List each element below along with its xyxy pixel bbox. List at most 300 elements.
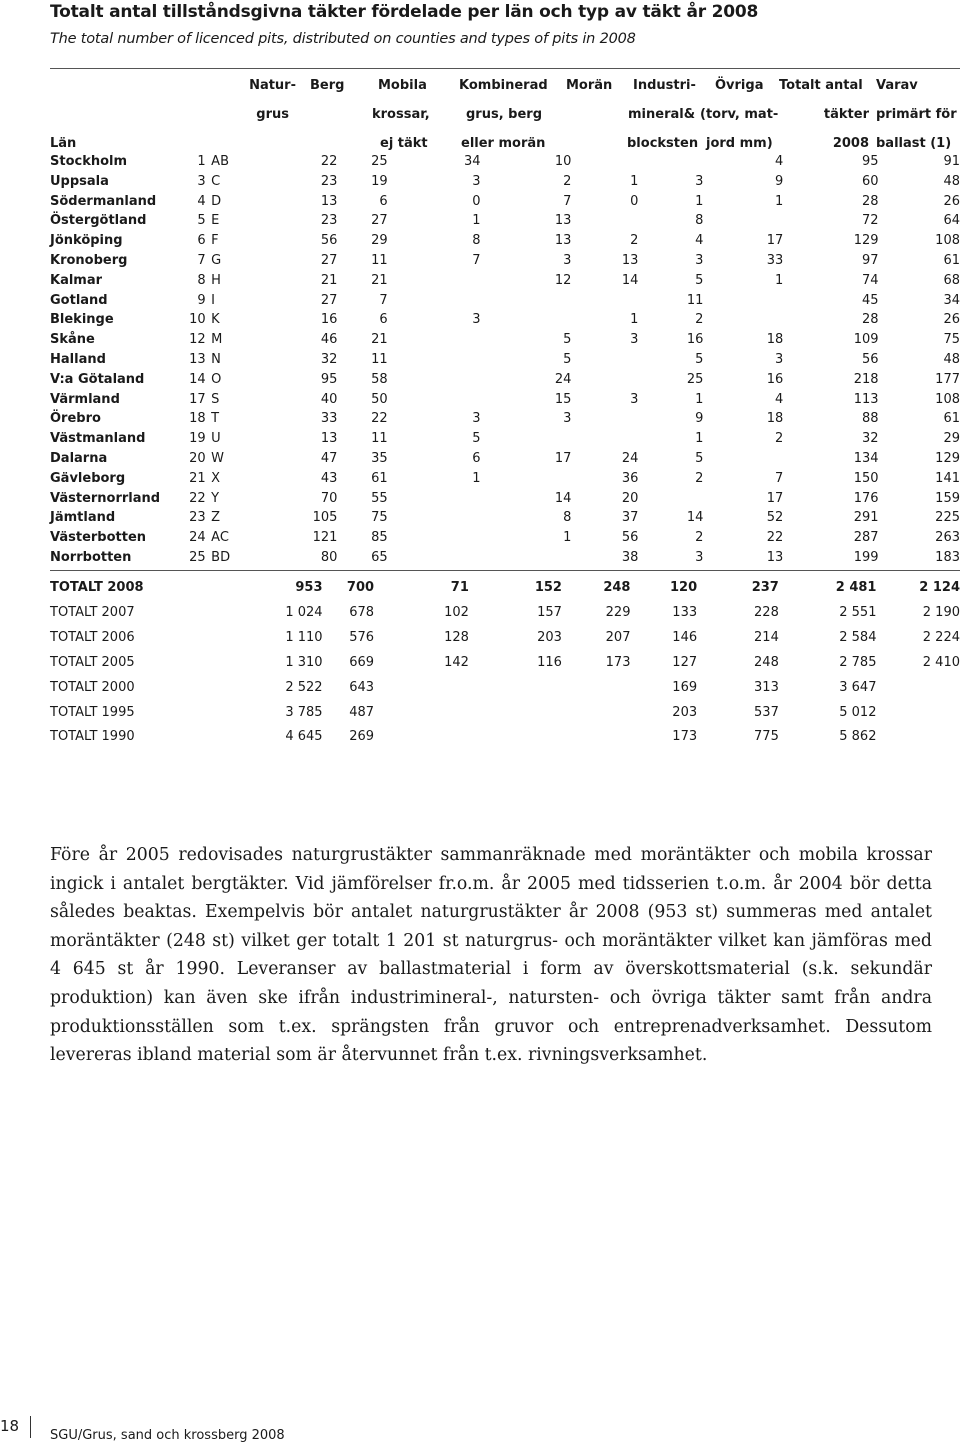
table-cell: 47	[320, 450, 338, 466]
totals-row	[50, 701, 960, 726]
table-cell: 248	[603, 580, 631, 595]
table-cell: 105	[312, 510, 338, 526]
header-mobila-3: ej täkt	[380, 136, 428, 151]
totals-row	[50, 676, 960, 701]
table-cell: 21	[371, 272, 388, 288]
county-letter: Y	[211, 490, 220, 506]
table-cell: 214	[754, 629, 779, 645]
table-cell	[481, 469, 572, 489]
table-cell: 102	[444, 604, 469, 620]
county-name: Östergötland	[50, 213, 147, 229]
table-cell: 1 110	[285, 629, 323, 645]
table-cell: 8	[695, 213, 704, 229]
table-cell: 7	[563, 193, 572, 209]
table-cell	[571, 429, 638, 449]
table-cell: 4 645	[285, 729, 323, 745]
county-number: 23	[189, 510, 206, 526]
table-cell: 775	[754, 729, 779, 745]
table-cell: 5	[695, 450, 704, 466]
county-number: 10	[189, 312, 206, 328]
table-cell: 173	[605, 654, 631, 670]
table-cell: 134	[853, 450, 879, 466]
table-cell: 487	[349, 704, 375, 720]
table-cell: 177	[935, 371, 960, 387]
table-cell: 95	[320, 371, 338, 387]
table-cell: 5	[695, 351, 704, 367]
totals-label: TOTALT 2006	[50, 629, 135, 645]
table-cell: 48	[943, 173, 960, 189]
table-cell: 11	[686, 292, 704, 308]
county-name: Dalarna	[50, 450, 108, 466]
table-cell: 21	[371, 332, 388, 348]
header-komb-3: eller morän	[461, 136, 546, 151]
table-cell: 29	[371, 233, 388, 249]
table-cell	[876, 725, 960, 750]
county-name: Jämtland	[50, 510, 116, 526]
county-letter: E	[211, 213, 220, 229]
table-cell: 61	[371, 470, 388, 486]
table-cell: 34	[943, 292, 960, 308]
table-cell: 2	[774, 431, 784, 447]
table-cell: 183	[935, 549, 960, 565]
table-row	[50, 310, 960, 330]
table-row	[50, 489, 960, 509]
table-cell: 28	[861, 193, 879, 209]
totals-table	[50, 576, 960, 750]
table-cell: 22	[371, 411, 388, 427]
table-cell: 5	[695, 272, 704, 288]
county-name: Kalmar	[50, 272, 103, 288]
table-cell: 176	[853, 490, 879, 506]
table-cell: 56	[320, 233, 338, 249]
table-cell: 35	[371, 450, 388, 466]
table-cell: 2 584	[839, 629, 877, 645]
county-name: Örebro	[50, 411, 101, 427]
table-cell: 3	[695, 252, 704, 268]
table-cell	[388, 271, 481, 291]
table-row	[50, 152, 960, 172]
table-cell: 3	[472, 173, 481, 189]
table-cell: 173	[672, 729, 698, 745]
table-cell: 1	[472, 470, 481, 486]
table-cell: 22	[320, 154, 338, 169]
table-cell: 75	[371, 510, 388, 526]
table-cell: 56	[621, 530, 639, 546]
table-cell: 4	[774, 154, 784, 169]
county-name: Gävleborg	[50, 470, 126, 486]
county-name: Uppsala	[50, 173, 109, 189]
county-number: 9	[197, 292, 206, 308]
table-row	[50, 350, 960, 370]
header-ovriga-1: Övriga	[715, 78, 764, 93]
table-cell: 263	[935, 530, 960, 546]
county-letter: AB	[211, 154, 229, 169]
header-totalt-2: täkter	[823, 107, 869, 122]
publication-name: SGU/Grus, sand och krossberg 2008	[50, 1428, 285, 1443]
table-cell: 3	[774, 351, 784, 367]
totals-row	[50, 626, 960, 651]
county-letter: I	[211, 292, 216, 308]
county-number: 6	[197, 233, 206, 249]
county-name: Stockholm	[50, 154, 128, 169]
table-cell: 20	[621, 490, 639, 506]
table-cell: 32	[861, 431, 879, 447]
header-mobila-2: krossar,	[372, 107, 430, 122]
table-cell: 5	[563, 351, 572, 367]
table-cell: 128	[444, 629, 469, 645]
header-varav-3: ballast (1)	[876, 136, 952, 151]
table-cell: 3	[630, 391, 639, 407]
table-cell: 72	[861, 213, 879, 229]
table-cell: 2 124	[919, 580, 960, 595]
header-komb-1: Kombinerad	[459, 78, 548, 93]
table-cell: 24	[621, 450, 639, 466]
county-number: 22	[189, 490, 206, 506]
table-cell: 237	[751, 580, 779, 595]
county-name: Kronoberg	[50, 252, 128, 268]
table-cell: 1	[630, 173, 639, 189]
table-row	[50, 211, 960, 231]
table-cell: 1	[774, 272, 784, 288]
table-cell: 40	[320, 391, 338, 407]
table-cell: 75	[943, 332, 960, 348]
table-cell: 953	[295, 580, 323, 595]
table-cell: 9	[774, 173, 784, 189]
table-cell: 74	[861, 272, 879, 288]
table-cell: 152	[534, 580, 562, 595]
county-letter: G	[211, 252, 222, 268]
table-cell: 5	[472, 431, 481, 447]
county-number: 12	[189, 332, 206, 348]
table-cell: 1	[472, 213, 481, 229]
table-cell: 7	[379, 292, 388, 308]
table-row	[50, 528, 960, 548]
county-name: Jönköping	[50, 233, 123, 249]
table-cell	[469, 701, 562, 726]
table-cell: 5 862	[839, 729, 877, 745]
header-industri-3: blocksten	[627, 136, 699, 151]
county-letter: C	[211, 173, 221, 189]
totals-row	[50, 651, 960, 676]
table-cell: 3 785	[285, 704, 323, 720]
header-varav-2: primärt för	[876, 107, 957, 122]
table-cell: 3	[472, 312, 481, 328]
table-cell: 3	[563, 252, 572, 268]
table-cell: 13	[320, 193, 338, 209]
table-cell: 97	[861, 252, 879, 268]
table-cell	[703, 211, 783, 231]
table-cell	[562, 725, 631, 750]
table-cell: 169	[672, 679, 698, 695]
table-cell: 25	[371, 154, 388, 169]
header-varav-1: Varav	[876, 78, 918, 93]
table-cell: 643	[349, 679, 375, 695]
county-letter: AC	[211, 530, 229, 546]
county-number: 8	[197, 272, 206, 288]
table-cell: 15	[554, 391, 572, 407]
table-cell: 269	[349, 729, 375, 745]
table-cell: 80	[320, 549, 338, 565]
table-cell: 2	[563, 173, 572, 189]
table-cell: 26	[943, 193, 960, 209]
table-row	[50, 390, 960, 410]
header-ovriga-3: jord mm)	[706, 136, 773, 151]
county-letter: K	[211, 312, 220, 328]
table-cell: 3 647	[839, 679, 877, 695]
table-cell: 1	[563, 530, 572, 546]
table-cell: 291	[853, 510, 879, 526]
table-cell	[562, 701, 631, 726]
county-letter: D	[211, 193, 222, 209]
table-cell: 64	[943, 213, 960, 229]
table-cell: 50	[371, 391, 388, 407]
county-name: Norrbotten	[50, 549, 132, 565]
table-cell: 3	[630, 332, 639, 348]
table-row	[50, 231, 960, 251]
county-name: Södermanland	[50, 193, 157, 209]
table-cell: 1	[774, 193, 784, 209]
table-row	[50, 192, 960, 212]
table-cell	[388, 291, 481, 311]
county-name: Västernorrland	[50, 490, 161, 506]
table-cell	[388, 548, 481, 568]
table-cell: 5	[563, 332, 572, 348]
table-cell: 11	[371, 252, 388, 268]
table-cell: 22	[766, 530, 784, 546]
table-title: Totalt antal tillståndsgivna täkter fördelade per län och typ av täkt år 2008	[50, 2, 759, 22]
table-cell: 109	[853, 332, 879, 348]
table-row	[50, 508, 960, 528]
county-name: Västerbotten	[50, 530, 147, 546]
table-cell: 1	[695, 431, 704, 447]
table-cell: 6	[379, 193, 388, 209]
table-cell: 287	[853, 530, 879, 546]
table-cell: 127	[672, 654, 698, 670]
totals-row	[50, 725, 960, 750]
header-mobila-1: Mobila	[378, 78, 427, 93]
table-cell: 2 224	[922, 629, 960, 645]
table-cell: 45	[861, 292, 879, 308]
header-lan: Län	[50, 136, 77, 151]
table-cell	[703, 310, 783, 330]
table-cell: 95	[861, 154, 879, 169]
table-cell: 159	[935, 490, 960, 506]
table-cell: 13	[766, 549, 784, 565]
totals-label: TOTALT 2008	[50, 580, 144, 595]
table-cell: 12	[554, 272, 572, 288]
table-cell: 21	[320, 272, 338, 288]
explanatory-note: Före år 2005 redovisades naturgrustäkter sammanräknade med moräntäkter och mobila krossar ingick i antalet bergtäkter. Vid jämförelser fr.o.m. år 2005 med tidsserien t.o.m. år 2004 bör detta således beaktas. Exempelvis bör antalet naturgrustäkter år 2008 (953 st) summeras med antalet moräntäkter (248 st) vilket ger totalt 1 201 st naturgrus- och moräntäkter vilket kan jämföras med 4 645 st år 1990. Leveranser av ballastmaterial i form av överskottsmaterial (s.k. sekundär produktion) kan även ske ifrån industrimineral-, natursten- och övriga täkter samt från andra produktionsställen som t.ex. sprängsten från gruvor och entreprenadverksamhet. Dessutom levereras ibland material som är återvunnet från t.ex. rivningsverksamhet.	[50, 845, 932, 1066]
table-cell	[638, 152, 703, 172]
table-cell	[876, 676, 960, 701]
table-cell: 129	[853, 233, 879, 249]
table-cell: 113	[853, 391, 879, 407]
county-number: 24	[189, 530, 206, 546]
table-cell	[469, 725, 562, 750]
table-cell: 60	[861, 173, 879, 189]
table-cell: 1	[695, 391, 704, 407]
table-cell: 129	[935, 450, 960, 466]
totals-label: TOTALT 2005	[50, 654, 135, 670]
table-cell: 108	[935, 391, 960, 407]
table-row	[50, 251, 960, 271]
county-letter: X	[211, 470, 221, 486]
county-name: Västmanland	[50, 431, 146, 447]
header-natur-2: grus	[256, 107, 289, 122]
table-cell	[571, 350, 638, 370]
table-cell: 4	[695, 233, 704, 249]
county-number: 19	[189, 431, 206, 447]
county-letter: W	[211, 450, 225, 466]
table-cell	[571, 211, 638, 231]
table-cell: 26	[943, 312, 960, 328]
table-cell: 2 190	[922, 604, 960, 620]
table-cell: 1	[695, 193, 704, 209]
table-cell: 19	[371, 173, 388, 189]
totals-label: TOTALT 1995	[50, 704, 135, 720]
table-cell: 37	[621, 510, 639, 526]
table-cell: 23	[320, 213, 338, 229]
table-cell: 157	[537, 604, 562, 620]
table-cell: 33	[766, 252, 784, 268]
county-letter: BD	[211, 549, 231, 565]
totals-label: TOTALT 1990	[50, 729, 135, 745]
header-ovriga-2: (torv, mat-	[700, 107, 779, 122]
header-komb-2: grus, berg	[466, 107, 543, 122]
totals-row	[50, 601, 960, 626]
table-cell: 13	[621, 252, 639, 268]
table-cell: 70	[320, 490, 338, 506]
table-cell	[374, 676, 469, 701]
table-cell	[703, 449, 783, 469]
table-cell: 1 024	[285, 604, 323, 620]
county-number: 1	[197, 154, 206, 169]
table-cell: 3	[472, 411, 481, 427]
county-table	[50, 152, 960, 568]
table-cell	[388, 390, 481, 410]
table-cell: 25	[686, 371, 704, 387]
table-cell: 11	[371, 431, 388, 447]
county-name: Halland	[50, 351, 106, 367]
county-number: 18	[189, 411, 206, 427]
table-cell: 108	[935, 233, 960, 249]
table-cell: 199	[853, 549, 879, 565]
table-cell: 9	[695, 411, 704, 427]
county-letter: N	[211, 351, 221, 367]
table-cell: 228	[754, 604, 779, 620]
table-cell: 8	[563, 510, 572, 526]
totals-label: TOTALT 2000	[50, 679, 135, 695]
table-cell: 14	[686, 510, 704, 526]
table-cell: 24	[554, 371, 572, 387]
table-cell	[388, 508, 481, 528]
county-name: Gotland	[50, 292, 108, 308]
table-row	[50, 330, 960, 350]
table-cell: 0	[630, 193, 639, 209]
table-cell: 27	[320, 292, 338, 308]
table-cell	[388, 489, 481, 509]
table-cell: 133	[672, 604, 698, 620]
table-cell: 2 785	[839, 654, 877, 670]
totals-row	[50, 576, 960, 601]
table-cell	[374, 701, 469, 726]
table-cell: 27	[320, 252, 338, 268]
header-industri-2: mineral&	[628, 107, 696, 122]
header-industri-1: Industri-	[633, 78, 696, 93]
table-cell: 4	[774, 391, 784, 407]
county-letter: T	[211, 411, 220, 427]
table-cell: 3	[695, 173, 704, 189]
table-cell: 225	[935, 510, 960, 526]
table-cell: 141	[935, 470, 960, 486]
table-cell: 203	[672, 704, 698, 720]
county-number: 21	[189, 470, 206, 486]
table-cell: 0	[472, 193, 481, 209]
table-row	[50, 370, 960, 390]
table-row	[50, 449, 960, 469]
table-cell: 2 522	[285, 679, 323, 695]
table-cell: 7	[774, 470, 784, 486]
table-cell: 71	[450, 580, 469, 595]
table-row	[50, 271, 960, 291]
table-cell: 8	[472, 233, 481, 249]
table-cell: 150	[853, 470, 879, 486]
table-cell: 10	[554, 154, 572, 169]
table-cell	[481, 291, 572, 311]
table-cell	[481, 548, 572, 568]
county-name: Värmland	[50, 391, 120, 407]
header-totalt-3: 2008	[832, 136, 869, 151]
header-natur-1: Natur-	[249, 78, 296, 93]
table-row	[50, 409, 960, 429]
table-cell	[638, 489, 703, 509]
table-cell: 1 310	[285, 654, 323, 670]
table-cell: 2 410	[922, 654, 960, 670]
table-cell: 3	[695, 549, 704, 565]
table-cell: 2 481	[835, 580, 877, 595]
table-cell: 56	[861, 351, 879, 367]
table-cell: 33	[320, 411, 338, 427]
table-cell: 55	[371, 490, 388, 506]
table-cell: 18	[766, 332, 784, 348]
table-cell: 38	[621, 549, 639, 565]
county-letter: M	[211, 332, 223, 348]
table-cell: 43	[320, 470, 338, 486]
totals-label: TOTALT 2007	[50, 604, 135, 620]
table-cell: 537	[754, 704, 779, 720]
table-cell	[374, 725, 469, 750]
table-cell	[571, 370, 638, 390]
table-cell: 248	[754, 654, 779, 670]
county-letter: O	[211, 371, 222, 387]
header-moran: Morän	[566, 78, 613, 93]
table-cell: 48	[943, 351, 960, 367]
table-cell	[388, 528, 481, 548]
table-cell: 88	[861, 411, 879, 427]
table-cell: 218	[853, 371, 879, 387]
table-cell: 29	[943, 431, 960, 447]
county-number: 14	[189, 371, 206, 387]
table-cell: 13	[320, 431, 338, 447]
table-cell	[469, 676, 562, 701]
county-number: 7	[197, 252, 206, 268]
footer-rule	[30, 1416, 31, 1438]
table-cell: 23	[320, 173, 338, 189]
header-berg: Berg	[310, 78, 345, 93]
table-cell: 17	[766, 233, 784, 249]
table-cell: 2	[695, 530, 704, 546]
table-cell: 36	[621, 470, 639, 486]
